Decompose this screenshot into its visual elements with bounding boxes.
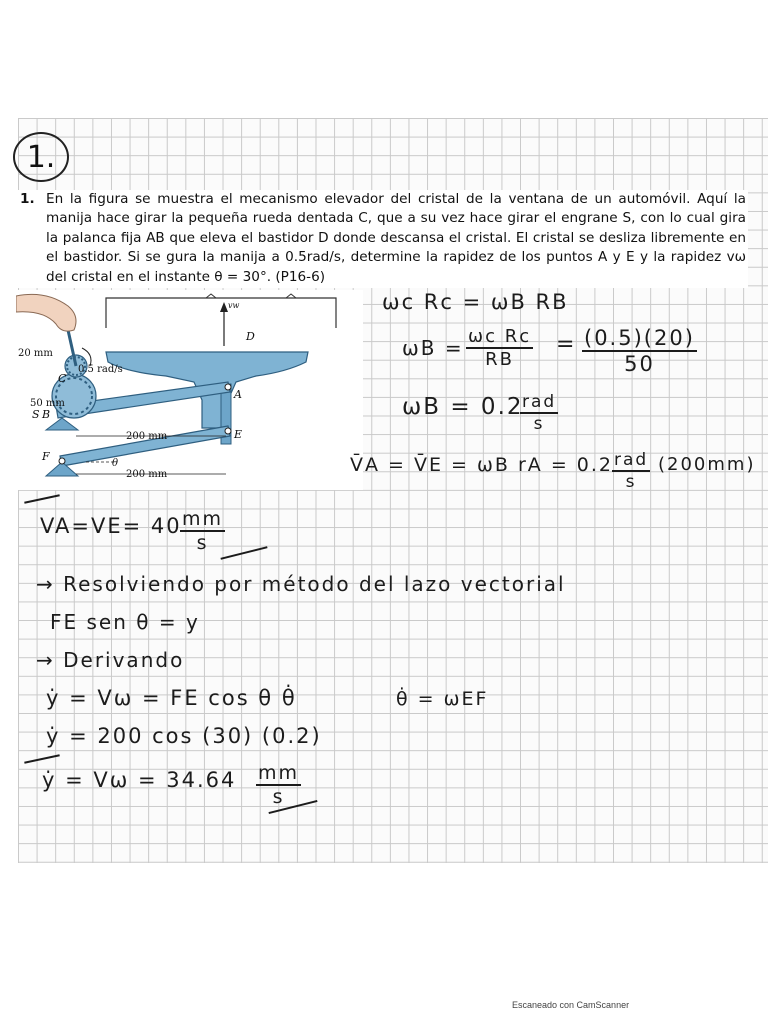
units-numerator: rad xyxy=(522,392,557,412)
problem-number-circle: 1. xyxy=(13,132,69,182)
label-20mm: 20 mm xyxy=(18,348,53,359)
equation-velocity-a-e: V̄A = V̄E = ωB rA = 0.2 xyxy=(350,454,614,476)
equation-omega-b-units xyxy=(520,392,558,434)
label-200mm-b: 200 mm xyxy=(126,469,168,480)
glass-outline xyxy=(106,298,336,328)
vw-arrowhead xyxy=(220,302,228,312)
label-vw: vw xyxy=(228,301,240,310)
equation-substitution: ẏ = 200 cos (30) (0.2) xyxy=(46,724,322,748)
fraction-denominator: RB xyxy=(485,349,514,370)
label-a: A xyxy=(234,388,242,401)
equation-theta-dot: θ̇ = ωEF xyxy=(396,688,489,710)
equation-omega-b-values xyxy=(582,326,697,376)
pin-a xyxy=(225,384,231,390)
answer-units-numerator: mm xyxy=(182,508,224,530)
equation-omega-b-result: ωB = 0.2 xyxy=(402,394,524,420)
equation-velocity-radius: (200mm) xyxy=(658,454,756,475)
pin-f xyxy=(59,458,65,464)
label-50mm: 50 mm xyxy=(30,398,65,409)
label-200mm-a: 200 mm xyxy=(126,431,168,442)
equation-velocity-derivative: ẏ = Vω = FE cos θ θ̇ xyxy=(46,686,297,710)
label-s: S xyxy=(32,408,40,421)
scanner-footer: Escaneado con CamScanner xyxy=(512,1000,630,1010)
step-vector-loop: → Resolviendo por método del lazo vectorial xyxy=(36,572,566,596)
equation-omega-b-lhs: ωB = xyxy=(402,336,464,360)
glass-units-numerator: mm xyxy=(258,762,300,784)
velocity-units-numerator: rad xyxy=(614,450,649,470)
label-rate: 0.5 rad/s xyxy=(78,364,123,375)
equation-velocity-units xyxy=(612,450,650,492)
problem-text: En la figura se muestra el mecanismo elevador del cristal de la ventana de un automóvil. Aquí la manija hace girar la pequeña rueda dentada C, que a su vez hace girar el engrane S, con lo cual gira la palanca fija AB que eleva el bastidor D donde descansa el cristal. El cristal se desliza libremente en el bastidor. Si se gura la manija a 0.5rad/s, determine la rapidez de los puntos A y E y la rapidez vω del cristal en el instante θ = 30°. (P16-6) xyxy=(46,191,746,285)
glass-units-denominator: s xyxy=(272,786,285,808)
step-differentiate: → Derivando xyxy=(36,648,185,672)
label-c: C xyxy=(58,372,67,385)
equation-equals: = xyxy=(556,332,577,357)
answer-velocity-units xyxy=(180,508,225,554)
problem-statement xyxy=(18,190,748,288)
equation-gear-relation: ωc Rc = ωB RB xyxy=(382,290,569,314)
answer-units-denominator: s xyxy=(196,532,209,554)
equation-omega-b-fraction xyxy=(466,326,533,370)
glass-break-marks xyxy=(206,294,296,298)
answer-velocity-a-e: VA=VE= 40 xyxy=(40,514,182,538)
equation-position: FE sen θ = y xyxy=(50,610,200,634)
values-numerator: (0.5)(20) xyxy=(584,326,695,350)
answer-glass-units xyxy=(256,762,301,808)
units-denominator: s xyxy=(533,414,545,434)
fraction-numerator: ωc Rc xyxy=(468,326,532,347)
problem-number: 1. xyxy=(20,191,35,207)
label-theta: θ xyxy=(112,458,119,469)
mechanism-diagram xyxy=(16,290,363,490)
label-e: E xyxy=(234,428,243,441)
mechanism-figure xyxy=(16,290,363,490)
label-f: F xyxy=(42,450,50,463)
values-denominator: 50 xyxy=(624,352,655,376)
label-d: D xyxy=(246,330,255,343)
answer-glass-velocity: ẏ = Vω = 34.64 xyxy=(42,768,237,792)
hand xyxy=(16,294,76,331)
velocity-units-denominator: s xyxy=(625,472,637,492)
pin-e xyxy=(225,428,231,434)
pivot-b-support xyxy=(46,418,78,430)
label-b: B xyxy=(42,408,51,421)
